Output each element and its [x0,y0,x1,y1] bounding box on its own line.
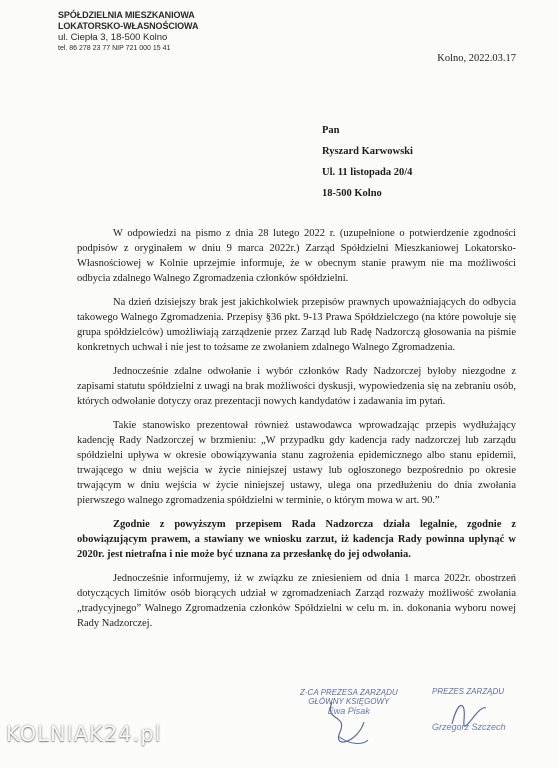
watermark-number: 24 [103,722,133,746]
recipient-salutation: Pan [322,125,340,136]
chief-accountant-title: GŁÓWNY KSIĘGOWY [308,697,390,706]
recipient-name: Ryszard Karwowski [322,146,413,157]
paragraph-4: Takie stanowisko prezentował również ustawodawca wprowadzając przepis wydłużający kadencję Rady Nadzorczej w brzmieniu: „W przypadku gdy kadencja rady nadzorczej lub zarządu spółdzielni upływa w okresie obowiązywania stanu zagrożenia epidemicznego albo stanu epidemii, trwającego w dniu wejścia w życie niniejszej ustawy lub ogłoszonego bezpośrednio po okresie trwającym w dniu wejścia w życie niniejszej ustawy, ulega ona przedłużeniu do dnia zwołania pierwszego walnego zgromadzenia spółdzielni w terminie, o którym mowa w art. 90.” [77,420,516,506]
coop-contact: tel. 86 278 23 77 NIP 721 000 15 41 [58,45,171,52]
paragraph-2: Na dzień dzisiejszy brak jest jakichkolwiek przepisów prawnych upoważniających do odbycia takowego Walnego Zgromadzenia. Przepisy §36 pkt. 9-13 Prawa Spółdzielczego (na które powołuje się grupa spółdzielców) umożliwiają zarządzenie przez Zarząd lub Radę Nadzorczą głosowania na piśmie konkretnych uchwał i nie jest to tożsame ze zwołaniem zdalnego Walnego Zgromadzenia. [77,297,516,353]
paragraph-6: Jednocześnie informujemy, iż w związku ze zniesieniem od dnia 1 marca 2022r. obostrzeń dotyczących limitów osób biorących udział w zgromadzeniach Zarząd rozważy możliwość zwołania „tradycyjnego” Walnego Zgromadzenia członków Spółdzielni w celu m. in. dokonania wyboru nowej Rady Nadzorczej. [77,573,516,629]
recipient-street: Ul. 11 listopada 20/4 [322,167,413,178]
watermark-brand: KOLNIAK [6,722,104,746]
president-title: PREZES ZARZĄDU [432,687,505,696]
paragraph-5: Zgodnie z powyższym przepisem Rada Nadzorcza działa legalnie, zgodnie z obowiązującym prawem, a stawiany we wniosku zarzut, iż kadencja Rady powinna upłynąć w 2020r. jest nietrafna i nie może być uznana za przesłankę do jej odwołania. [77,519,516,560]
letter-body [77,226,516,640]
letter-date: Kolno, 2022.03.17 [437,53,516,64]
recipient-block [322,120,413,204]
paragraph-3: Jednocześnie zdalne odwołanie i wybór członków Rady Nadzorczej byłoby niezgodne z zapisami statutu spółdzielni z uwagi na brak możliwości dyskusji, wypowiedzenia się na zebraniu osób, których odwołanie dotyczy oraz prezentacji nowych kandydatów i zadawania im pytań. [77,366,516,407]
vice-president-title: Z-CA PREZESA ZARZĄDU [300,688,398,697]
recipient-city: 18-500 Kolno [322,188,382,199]
coop-address: ul. Ciepła 3, 18-500 Kolno [58,32,168,43]
coop-name-line1: SPÓŁDZIELNIA MIESZKANIOWA [58,10,195,20]
watermark-suffix: .pl [132,722,162,746]
paragraph-1: W odpowiedzi na pismo z dnia 28 lutego 2022 r. (uzupełnione o potwierdzenie zgodności podpisów z oryginałem w dniu 9 marca 2022r.) Zarząd Spółdzielni Mieszkaniowej Lokatorsko-Własnościowej w Kolnie uprzejmie informuje, że w obecnym stanie prawym nie ma możliwości odbycia zdalnego Walnego Zgromadzenia członków spółdzielni. [77,228,516,284]
coop-name-line2: LOKATORSKO-WŁASNOŚCIOWA [58,21,199,31]
right-signature-scribble [446,694,496,734]
letterhead-stamp [58,10,198,54]
left-signature-scribble [318,692,378,752]
kolniak24-watermark [6,722,161,746]
vice-president-name: Ewa Pisak [327,706,370,716]
president-name: Grzegorz Szczech [432,722,506,732]
